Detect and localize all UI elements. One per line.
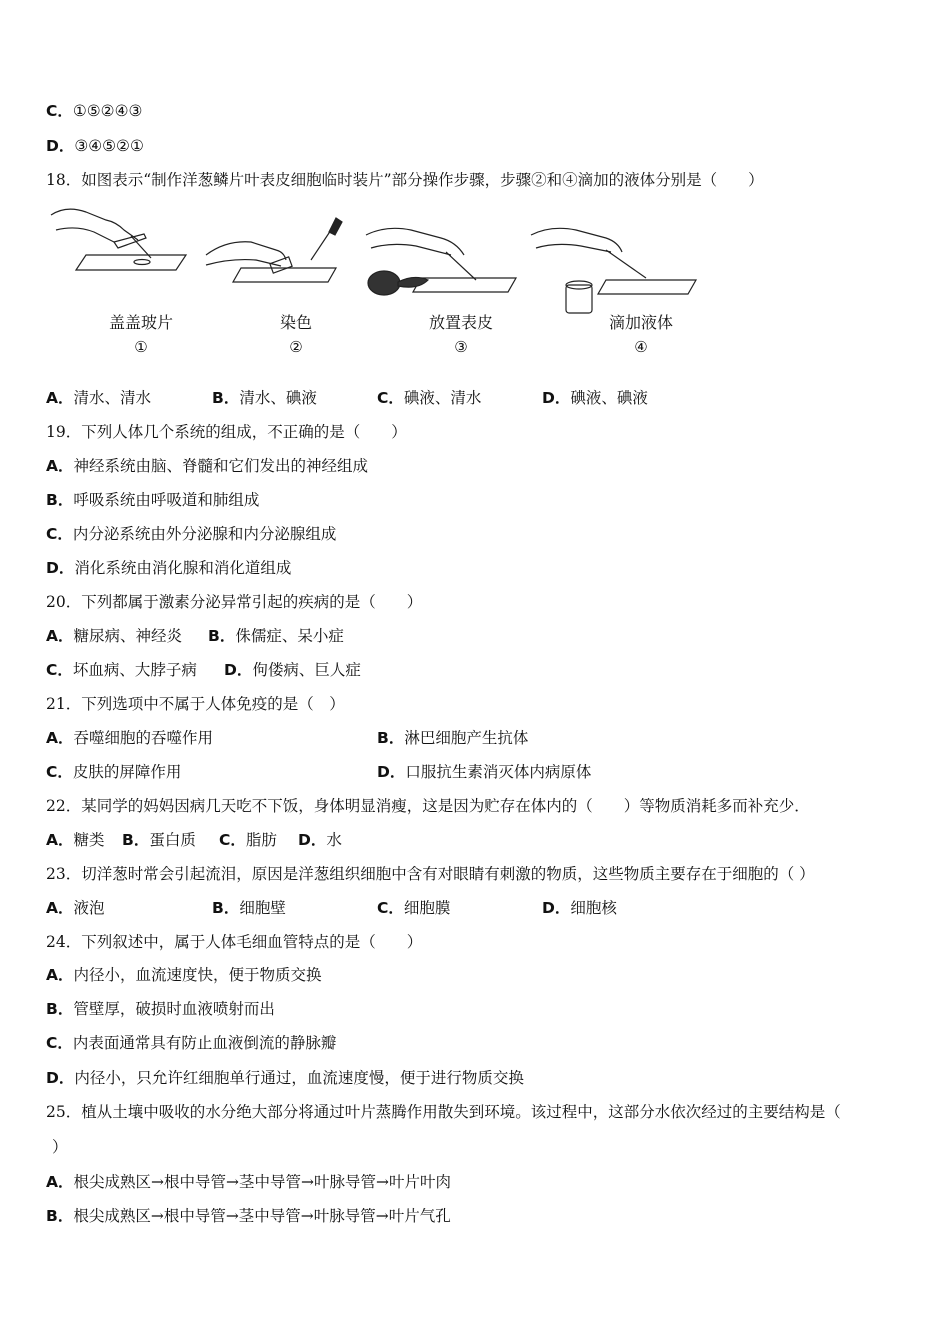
q19-option-b: B．呼吸系统由呼吸道和肺组成: [46, 491, 260, 509]
q22-option-b: B．蛋白质: [122, 831, 196, 849]
q19-option-d: D．消化系统由消化腺和消化道组成: [46, 559, 292, 577]
q21-stem: 21．下列选项中不属于人体免疫的是（ ）: [46, 695, 345, 713]
q23-option-c: C．细胞膜: [377, 899, 451, 917]
q18-option-a: A．清水、清水: [46, 389, 152, 407]
q25-option-a: A．根尖成熟区→根中导管→茎中导管→叶脉导管→叶片叶肉: [46, 1173, 451, 1191]
q21-option-b: B．淋巴细胞产生抗体: [377, 729, 529, 747]
step4-number: ④: [634, 338, 648, 356]
step3-caption: 放置表皮: [428, 313, 493, 332]
step1-caption: 盖盖玻片: [108, 313, 173, 332]
q18-option-b: B．清水、碘液: [212, 389, 317, 407]
q22-option-c: C．脂肪: [219, 831, 277, 849]
q21-option-a: A．吞噬细胞的吞噬作用: [46, 729, 214, 747]
q22-option-d: D．水: [298, 831, 342, 849]
q20-option-a: A．糖尿病、神经炎: [46, 627, 183, 645]
q23-stem: 23．切洋葱时常会引起流泪，原因是洋葱组织细胞中含有对眼睛有刺激的物质，这些物质主要存在于细胞的（ ）: [46, 865, 815, 883]
q25-stem-end: ）: [52, 1138, 68, 1156]
q18-figure: [46, 200, 706, 365]
q23-option-b: B．细胞壁: [212, 899, 286, 917]
q21-option-c: C．皮肤的屏障作用: [46, 763, 182, 781]
q19-option-c: C．内分泌系统由外分泌腺和内分泌腺组成: [46, 525, 337, 543]
q24-option-b: B．管壁厚，破损时血液喷射而出: [46, 1000, 275, 1018]
q22-stem: 22．某同学的妈妈因病几天吃不下饭，身体明显消瘦，这是因为贮存在体内的（ ）等物质消耗多而补充少．: [46, 797, 810, 815]
q25-option-b: B．根尖成熟区→根中导管→茎中导管→叶脉导管→叶片气孔: [46, 1207, 451, 1225]
q17-option-d: D．③④⑤②①: [46, 137, 144, 155]
q21-option-d: D．口服抗生素消灭体内病原体: [377, 763, 592, 781]
q18-stem: 18．如图表示“制作洋葱鳞片叶表皮细胞临时装片”部分操作步骤，步骤②和④滴加的液体分别是（ ）: [46, 171, 764, 189]
q20-stem: 20．下列都属于激素分泌异常引起的疾病的是（ ）: [46, 593, 423, 611]
step2-caption: 染色: [279, 313, 312, 332]
step4-caption: 滴加液体: [608, 313, 673, 332]
step2-number: ②: [289, 338, 303, 356]
q24-option-c: C．内表面通常具有防止血液倒流的静脉瓣: [46, 1034, 337, 1052]
step3-number: ③: [454, 338, 468, 356]
q19-stem: 19．下列人体几个系统的组成，不正确的是（ ）: [46, 423, 407, 441]
q19-option-a: A．神经系统由脑、脊髓和它们发出的神经组成: [46, 457, 369, 475]
q23-option-a: A．液泡: [46, 899, 105, 917]
q18-option-d: D．碘液、碘液: [542, 389, 648, 407]
q24-option-d: D．内径小，只允许红细胞单行通过，血流速度慢，便于进行物质交换: [46, 1069, 524, 1087]
q24-stem: 24．下列叙述中，属于人体毛细血管特点的是（ ）: [46, 933, 423, 951]
q18-option-c: C．碘液、清水: [377, 389, 482, 407]
q20-option-c: C．坏血病、大脖子病: [46, 661, 197, 679]
q17-option-c: C．①⑤②④③: [46, 102, 143, 120]
q20-option-b: B．侏儒症、呆小症: [208, 627, 344, 645]
q24-option-a: A．内径小，血流速度快，便于物质交换: [46, 966, 322, 984]
step1-number: ①: [134, 338, 148, 356]
q20-option-d: D．佝偻病、巨人症: [224, 661, 361, 679]
q22-option-a: A．糖类: [46, 831, 105, 849]
q25-stem: 25．植从土壤中吸收的水分绝大部分将通过叶片蒸腾作用散失到环境。该过程中，这部分水依次经过的主要结构是（: [46, 1103, 841, 1121]
q23-option-d: D．细胞核: [542, 899, 617, 917]
